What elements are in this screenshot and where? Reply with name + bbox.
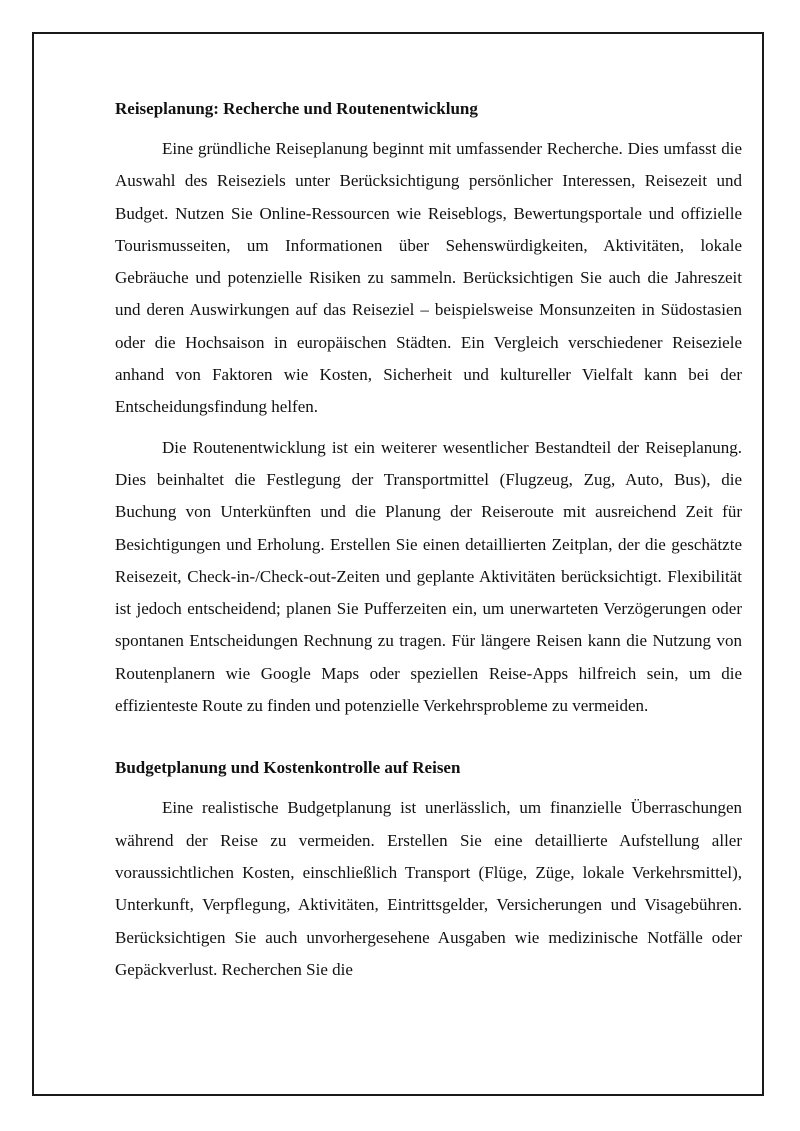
paragraph-research: Eine gründliche Reiseplanung beginnt mit umfassender Recherche. Dies umfasst die Auswahl des Reiseziels unter Berücksichtigung persönlicher Interessen, Reisezeit und Budget. Nutzen Sie Online-Ressourcen wie Reiseblogs, Bewertungsportale und offizielle Tourismusseiten, um Informationen über Sehenswürdigkeiten, Aktivitäten, lokale Gebräuche und potenzielle Risiken zu sammeln. Berücksichtigen Sie auch die Jahreszeit und deren Auswirkungen auf das Reiseziel – beispielsweise Monsunzeiten in Südostasien oder die Hochsaison in europäischen Städten. Ein Vergleich verschiedener Reiseziele anhand von Faktoren wie Kosten, Sicherheit und kultureller Vielfalt kann bei der Entscheidungsfindung helfen.	[115, 139, 742, 417]
document-body	[115, 97, 742, 994]
paragraph-route-development: Die Routenentwicklung ist ein weiterer wesentlicher Bestandteil der Reiseplanung. Dies beinhaltet die Festlegung der Transportmittel (Flugzeug, Zug, Auto, Bus), die Buchung von Unterkünften und die Planung der Reiseroute mit ausreichend Zeit für Besichtigungen und Erholung. Erstellen Sie einen detaillierten Zeitplan, der die geschätzte Reisezeit, Check-in-/Check-out-Zeiten und geplante Aktivitäten berücksichtigt. Flexibilität ist jedoch entscheidend; planen Sie Pufferzeiten ein, um unerwarteten Verzögerungen oder spontanen Entscheidungen Rechnung zu tragen. Für längere Reisen kann die Nutzung von Routenplanern wie Google Maps oder speziellen Reise-Apps hilfreich sein, um die effizienteste Route zu finden und potenzielle Verkehrsprobleme zu vermeiden.	[115, 437, 742, 716]
section-heading-travel-planning: Reiseplanung: Recherche und Routenentwicklung	[115, 99, 478, 118]
section-heading-budget-planning: Budgetplanung und Kostenkontrolle auf Reisen	[115, 758, 461, 778]
paragraph-budget: Eine realistische Budgetplanung ist unerlässlich, um finanzielle Überraschungen während der Reise zu vermeiden. Erstellen Sie eine detaillierte Aufstellung aller voraussichtlichen Kosten, einschließlich Transport (Flüge, Züge, lokale Verkehrsmittel), Unterkunft, Verpflegung, Aktivitäten, Eintrittsgelder, Versicherungen und Visagebühren. Berücksichtigen Sie auch unvorhergesehene Ausgaben wie medizinische Notfälle oder Gepäckverlust. Recherchen Sie die	[115, 798, 742, 979]
